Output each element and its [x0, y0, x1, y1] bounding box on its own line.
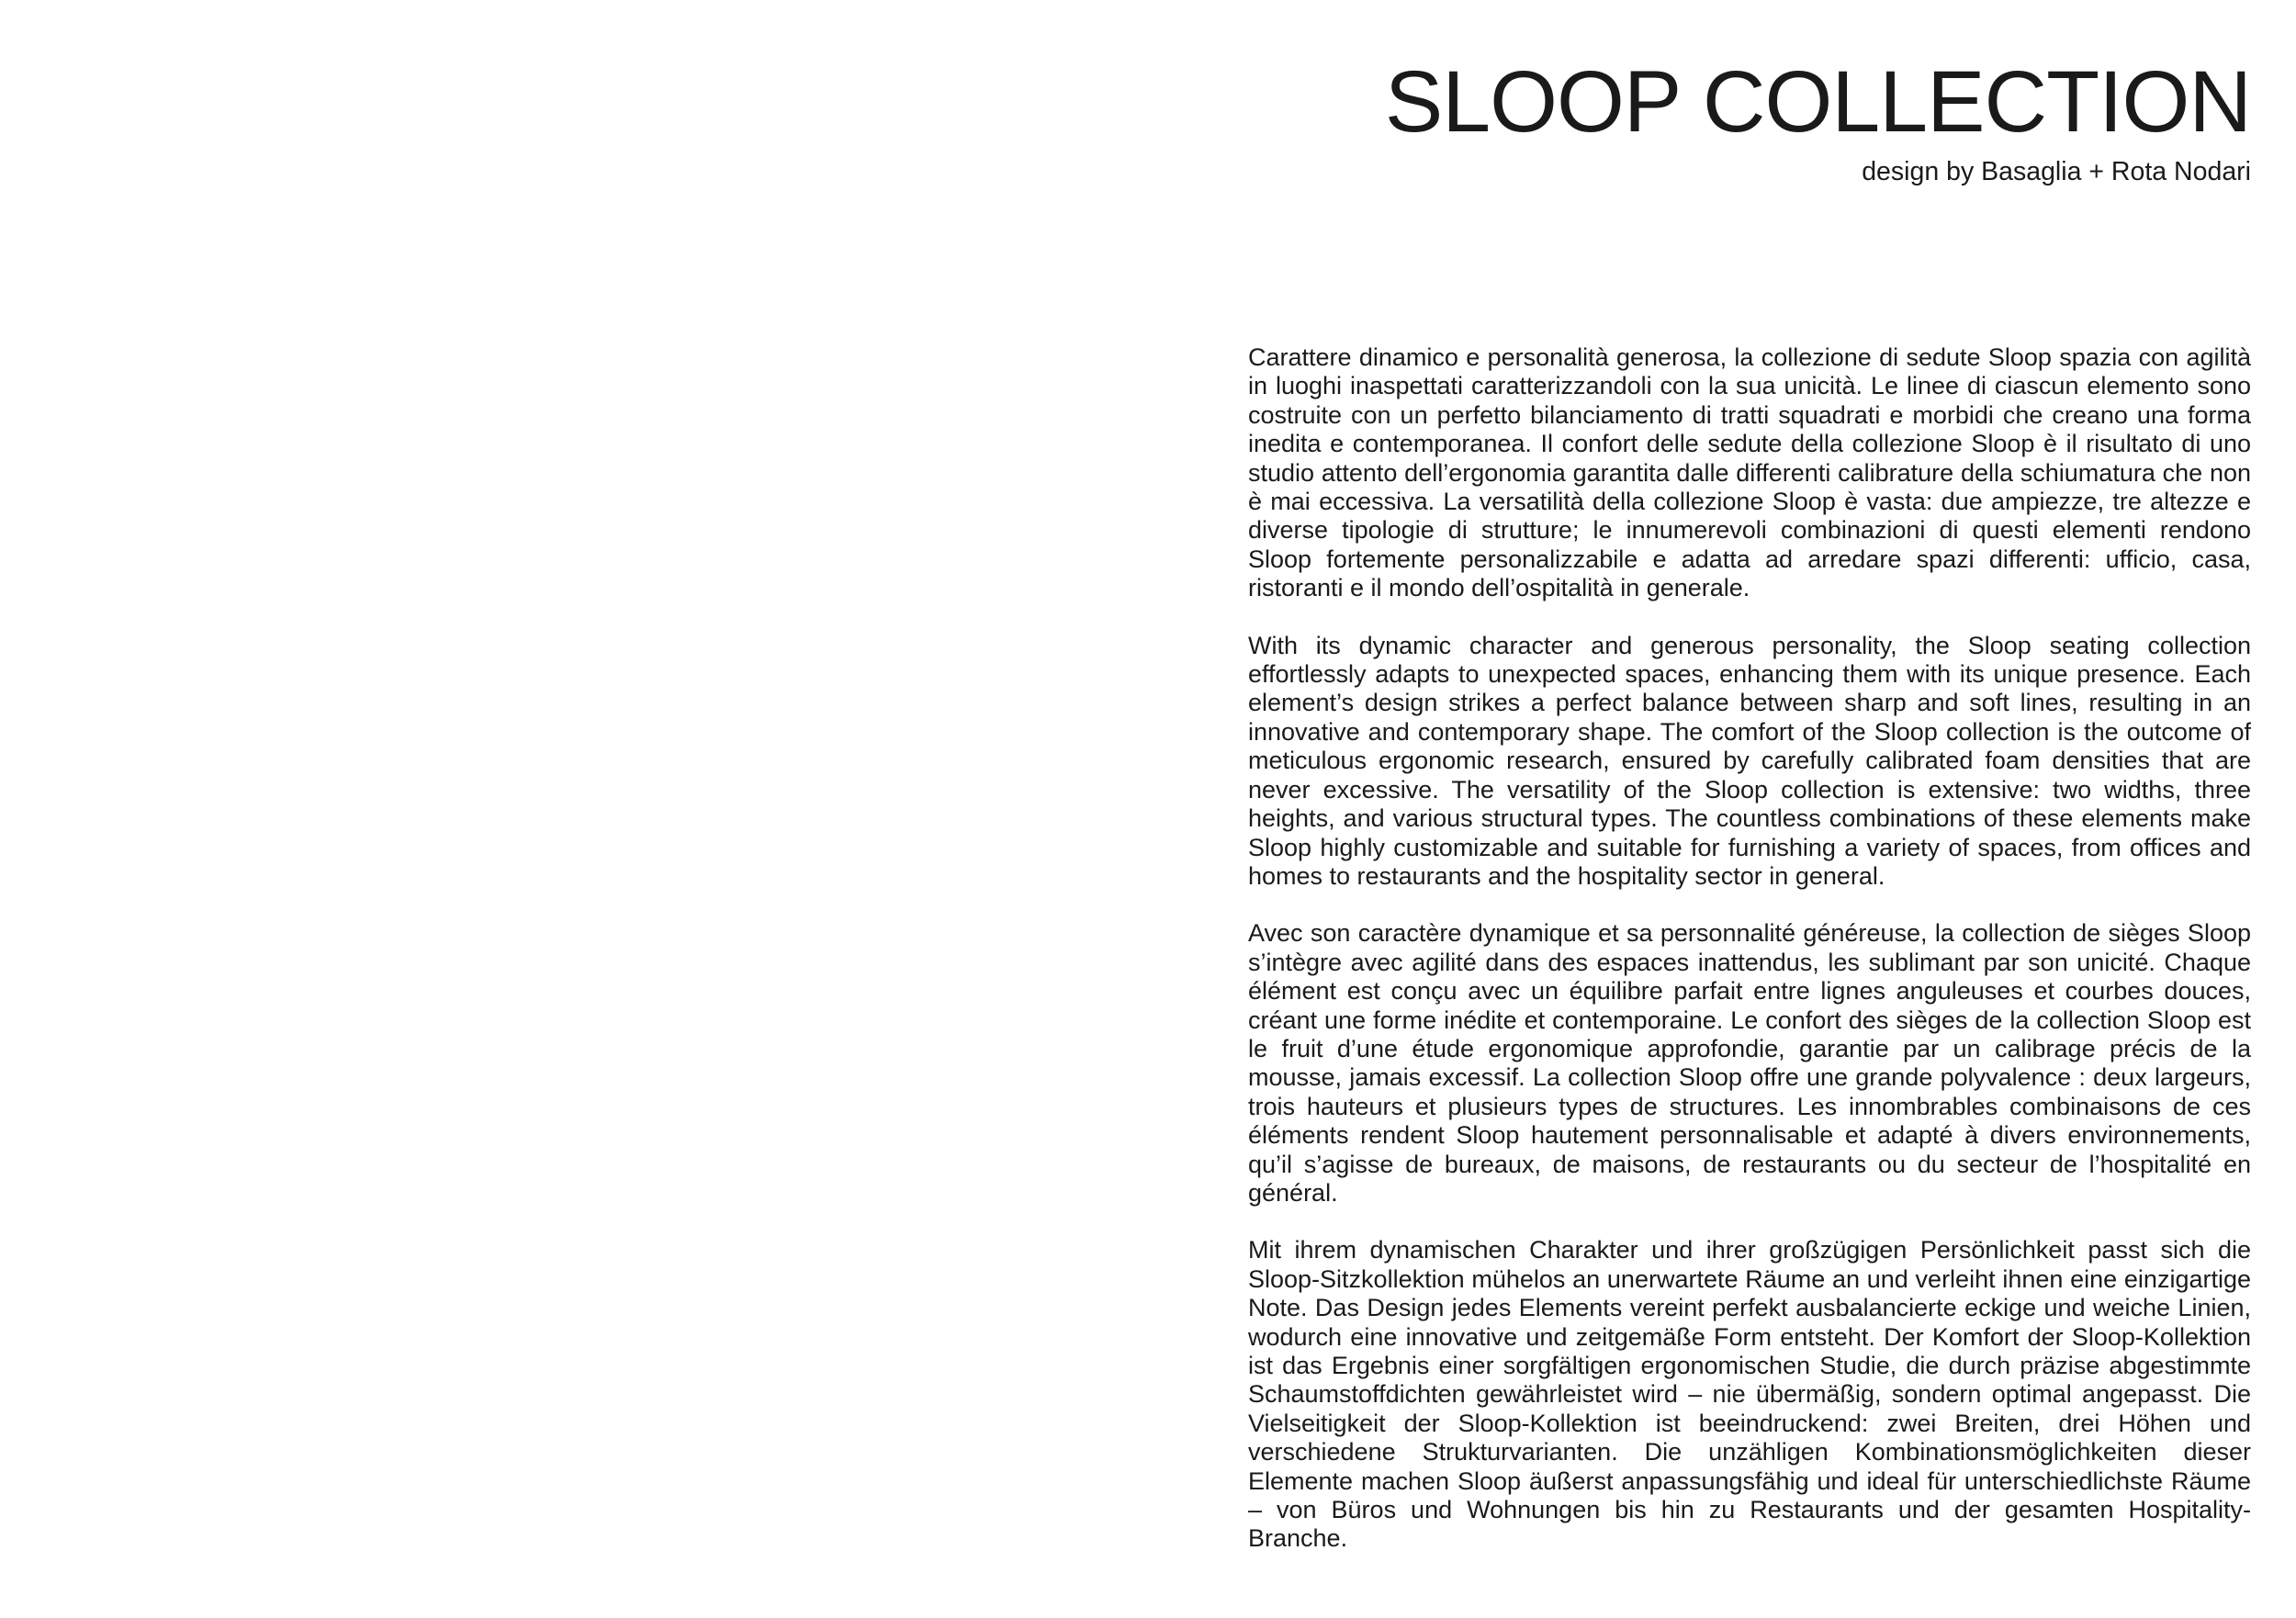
collection-title: SLOOP COLLECTION — [1384, 53, 2251, 151]
designer-credit: design by Basaglia + Rota Nodari — [1862, 156, 2251, 186]
description-french: Avec son caractère dynamique et sa personnalité généreuse, la collection de sièges Sloop s’intègre avec agilité dans des espaces inattendus, les sublimant par son unicité. Chaque élément est conçu avec un équilibre parfait entre lignes anguleuses et courbes douces, créant une forme inédite et contemporaine. Le confort des sièges de la collection Sloop est le fruit d’une étude ergonomique approfondie, garantie par un calibrage précis de la mousse, jamais excessif. La collection Sloop offre une grande polyvalence : deux largeurs, trois hauteurs et plusieurs types de structures. Les innombrables combinaisons de ces éléments rendent Sloop hautement personnalisable et adapté à divers environnements, qu’il s’agisse de bureaux, de maisons, de restaurants ou du secteur de l’hospitalité en général. — [1248, 919, 2251, 1207]
description-german: Mit ihrem dynamischen Charakter und ihrer großzügigen Persönlichkeit passt sich die Sloop-Sitzkollektion mühelos an unerwartete Räume an und verleiht ihnen eine einzigartige Note. Das Design jedes Elements vereint perfekt ausbalancierte eckige und weiche Linien, wodurch eine innovative und zeitgemäße Form entsteht. Der Komfort der Sloop-Kollektion ist das Ergebnis einer sorgfältigen ergonomischen Studie, die durch präzise abgestimmte Schaumstoffdichten gewährleistet wird – nie übermäßig, sondern optimal angepasst. Die Vielseitigkeit der Sloop-Kollektion ist beeindruckend: zwei Breiten, drei Höhen und verschiedene Strukturvarianten. Die unzähligen Kombinationsmöglichkeiten dieser Elemente machen Sloop äußerst anpassungsfähig und ideal für unterschiedlichste Räume – von Büros und Wohnungen bis hin zu Restaurants und der gesamten Hospitality-Branche. — [1248, 1236, 2251, 1553]
description-column — [1248, 343, 2251, 1582]
page-header — [1149, 53, 2251, 187]
description-english: With its dynamic character and generous personality, the Sloop seating collection effortlessly adapts to unexpected spaces, enhancing them with its unique presence. Each element’s design strikes a perfect balance between sharp and soft lines, resulting in an innovative and contemporary shape. The comfort of the Sloop collection is the outcome of meticulous ergonomic research, ensured by carefully calibrated foam densities that are never excessive. The versatility of the Sloop collection is extensive: two widths, three heights, and various structural types. The countless combinations of these elements make Sloop highly customizable and suitable for furnishing a variety of spaces, from offices and homes to restaurants and the hospitality sector in general. — [1248, 631, 2251, 890]
description-italian: Carattere dinamico e personalità generosa, la collezione di sedute Sloop spazia con agilità in luoghi inaspettati caratterizzandoli con la sua unicità. Le linee di ciascun elemento sono costruite con un perfetto bilanciamento di tratti squadrati e morbidi che creano una forma inedita e contemporanea. Il confort delle sedute della collezione Sloop è il risultato di uno studio attento dell’ergonomia garantita dalle differenti calibrature della schiumatura che non è mai eccessiva. La versatilità della collezione Sloop è vasta: due ampiezze, tre altezze e diverse tipologie di strutture; le innumerevoli combinazioni di questi elementi rendono Sloop fortemente personalizzabile e adatta ad arredare spazi differenti: ufficio, casa, ristoranti e il mondo dell’ospitalità in generale. — [1248, 343, 2251, 602]
